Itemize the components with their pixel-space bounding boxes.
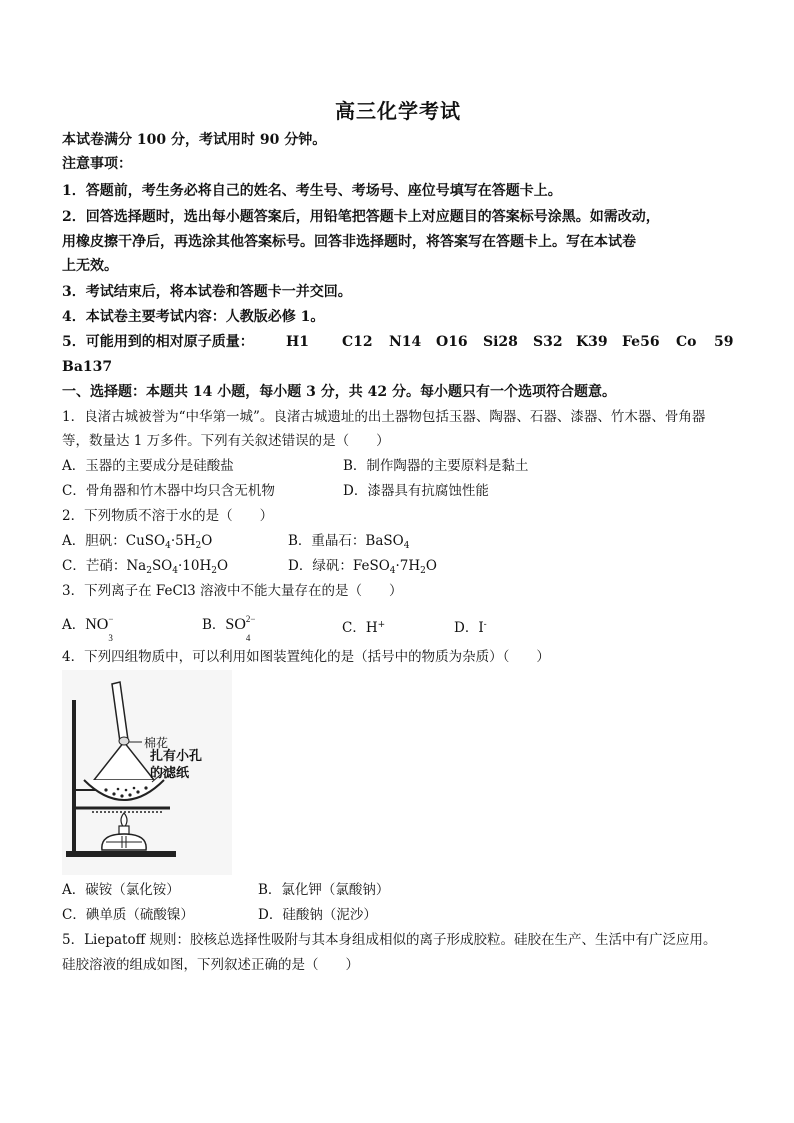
q2-option-c: C．芒硝：$Na_2SO_4\cdot 10H_2O$ [62, 558, 229, 576]
atom-s: S32 [533, 334, 563, 350]
q1-option-a: A．玉器的主要成分是硅酸盐 [62, 458, 234, 474]
question-3-stem: 3．下列离子在 FeCl3 溶液中不能大量存在的是（ ） [62, 583, 403, 599]
page-title: 高三化学考试 [335, 99, 461, 123]
intro-text: 本试卷满分 100 分，考试用时 90 分钟。 [62, 132, 327, 148]
q3-option-c: C．H+ [342, 620, 386, 636]
section-1-heading: 一、选择题：本题共 14 小题，每小题 3 分，共 42 分。每小题只有一个选项符合题意。 [62, 384, 616, 400]
atom-fe: Fe56 [622, 334, 660, 350]
question-1-stem-cont: 等，数量达 1 万多件。下列有关叙述错误的是（ ） [62, 433, 390, 449]
note-2: 2．回答选择题时，选出每小题答案后，用铅笔把答题卡上对应题目的答案标号涂黑。如需改动， [62, 209, 660, 225]
q1-option-d: D．漆器具有抗腐蚀性能 [343, 483, 489, 499]
q2-option-d: D．绿矾：$FeSO_4\cdot 7H_2O$ [288, 558, 437, 576]
sublimation-apparatus-figure [62, 670, 232, 875]
atom-n: N14 [389, 334, 422, 350]
question-4-stem: 4．下列四组物质中，可以利用如图装置纯化的是（括号中的物质为杂质）（ ） [62, 649, 550, 665]
atom-o: O16 [436, 334, 468, 350]
q3-option-d: D．I- [454, 620, 487, 636]
q4-option-c: C．碘单质（硫酸镍） [62, 907, 194, 923]
figure-label-filter-1: 扎有小孔 [150, 749, 203, 764]
q2-option-a: A．胆矾：$CuSO_4\cdot 5H_2O$ [62, 533, 213, 551]
q4-option-a: A．碳铵（氯化铵） [62, 882, 180, 898]
atom-c: C12 [342, 334, 373, 350]
question-2-stem: 2．下列物质不溶于水的是（ ） [62, 508, 274, 524]
figure-label-filter-2: 的滤纸 [150, 766, 190, 781]
q1-option-b: B．制作陶器的主要原料是黏土 [343, 458, 529, 474]
note-3: 3．考试结束后，将本试卷和答题卡一并交回。 [62, 284, 352, 300]
question-5-stem: 5．Liepatoff 规则：胶核总选择性吸附与其本身组成相似的离子形成胶粒。硅胶在生产、生活中有广泛应用。 [62, 932, 717, 948]
sulfate-ion: SO 2− 4 [225, 614, 256, 643]
nitrate-ion: NO − 3 [85, 614, 114, 643]
note-1: 1．答题前，考生务必将自己的姓名、考生号、考场号、座位号填写在答题卡上。 [62, 183, 562, 199]
question-1-stem: 1．良渚古城被誉为“中华第一城”。良渚古城遗址的出土器物包括玉器、陶器、石器、漆器、竹木器、骨角器 [62, 409, 706, 425]
atom-co-mass: 59 [714, 334, 734, 350]
note-4: 4．本试卷主要考试内容：人教版必修 1。 [62, 309, 325, 325]
q3-option-b: B．SO 2− 4 [202, 614, 256, 643]
atomic-masses-line-2: Ba137 [62, 359, 113, 375]
q1-option-c: C．骨角器和竹木器中均只含无机物 [62, 483, 275, 499]
apparatus-diagram [62, 670, 232, 875]
note-2-cont: 用橡皮擦干净后，再选涂其他答案标号。回答非选择题时，将答案写在答题卡上。写在本试卷 [62, 234, 636, 250]
note-2-end: 上无效。 [62, 258, 118, 274]
q3-option-a: A．NO − 3 [62, 614, 114, 643]
atom-co: Co [676, 334, 697, 350]
question-5-stem-cont: 硅胶溶液的组成如图，下列叙述正确的是（ ） [62, 957, 359, 973]
atomic-masses-line [62, 330, 734, 354]
q2-option-b: B．重晶石：BaSO$_4$ [288, 533, 410, 551]
atomic-masses-label: 5．可能用到的相对原子质量： [62, 334, 254, 350]
q4-option-b: B．氯化钾（氯酸钠） [258, 882, 390, 898]
figure-label-cotton: 棉花 [144, 736, 169, 750]
atom-h: H1 [286, 334, 309, 350]
notes-heading: 注意事项： [62, 156, 132, 172]
atom-si: Si28 [483, 334, 518, 350]
q4-option-d: D．硅酸钠（泥沙） [258, 907, 377, 923]
atom-k: K39 [576, 334, 608, 350]
